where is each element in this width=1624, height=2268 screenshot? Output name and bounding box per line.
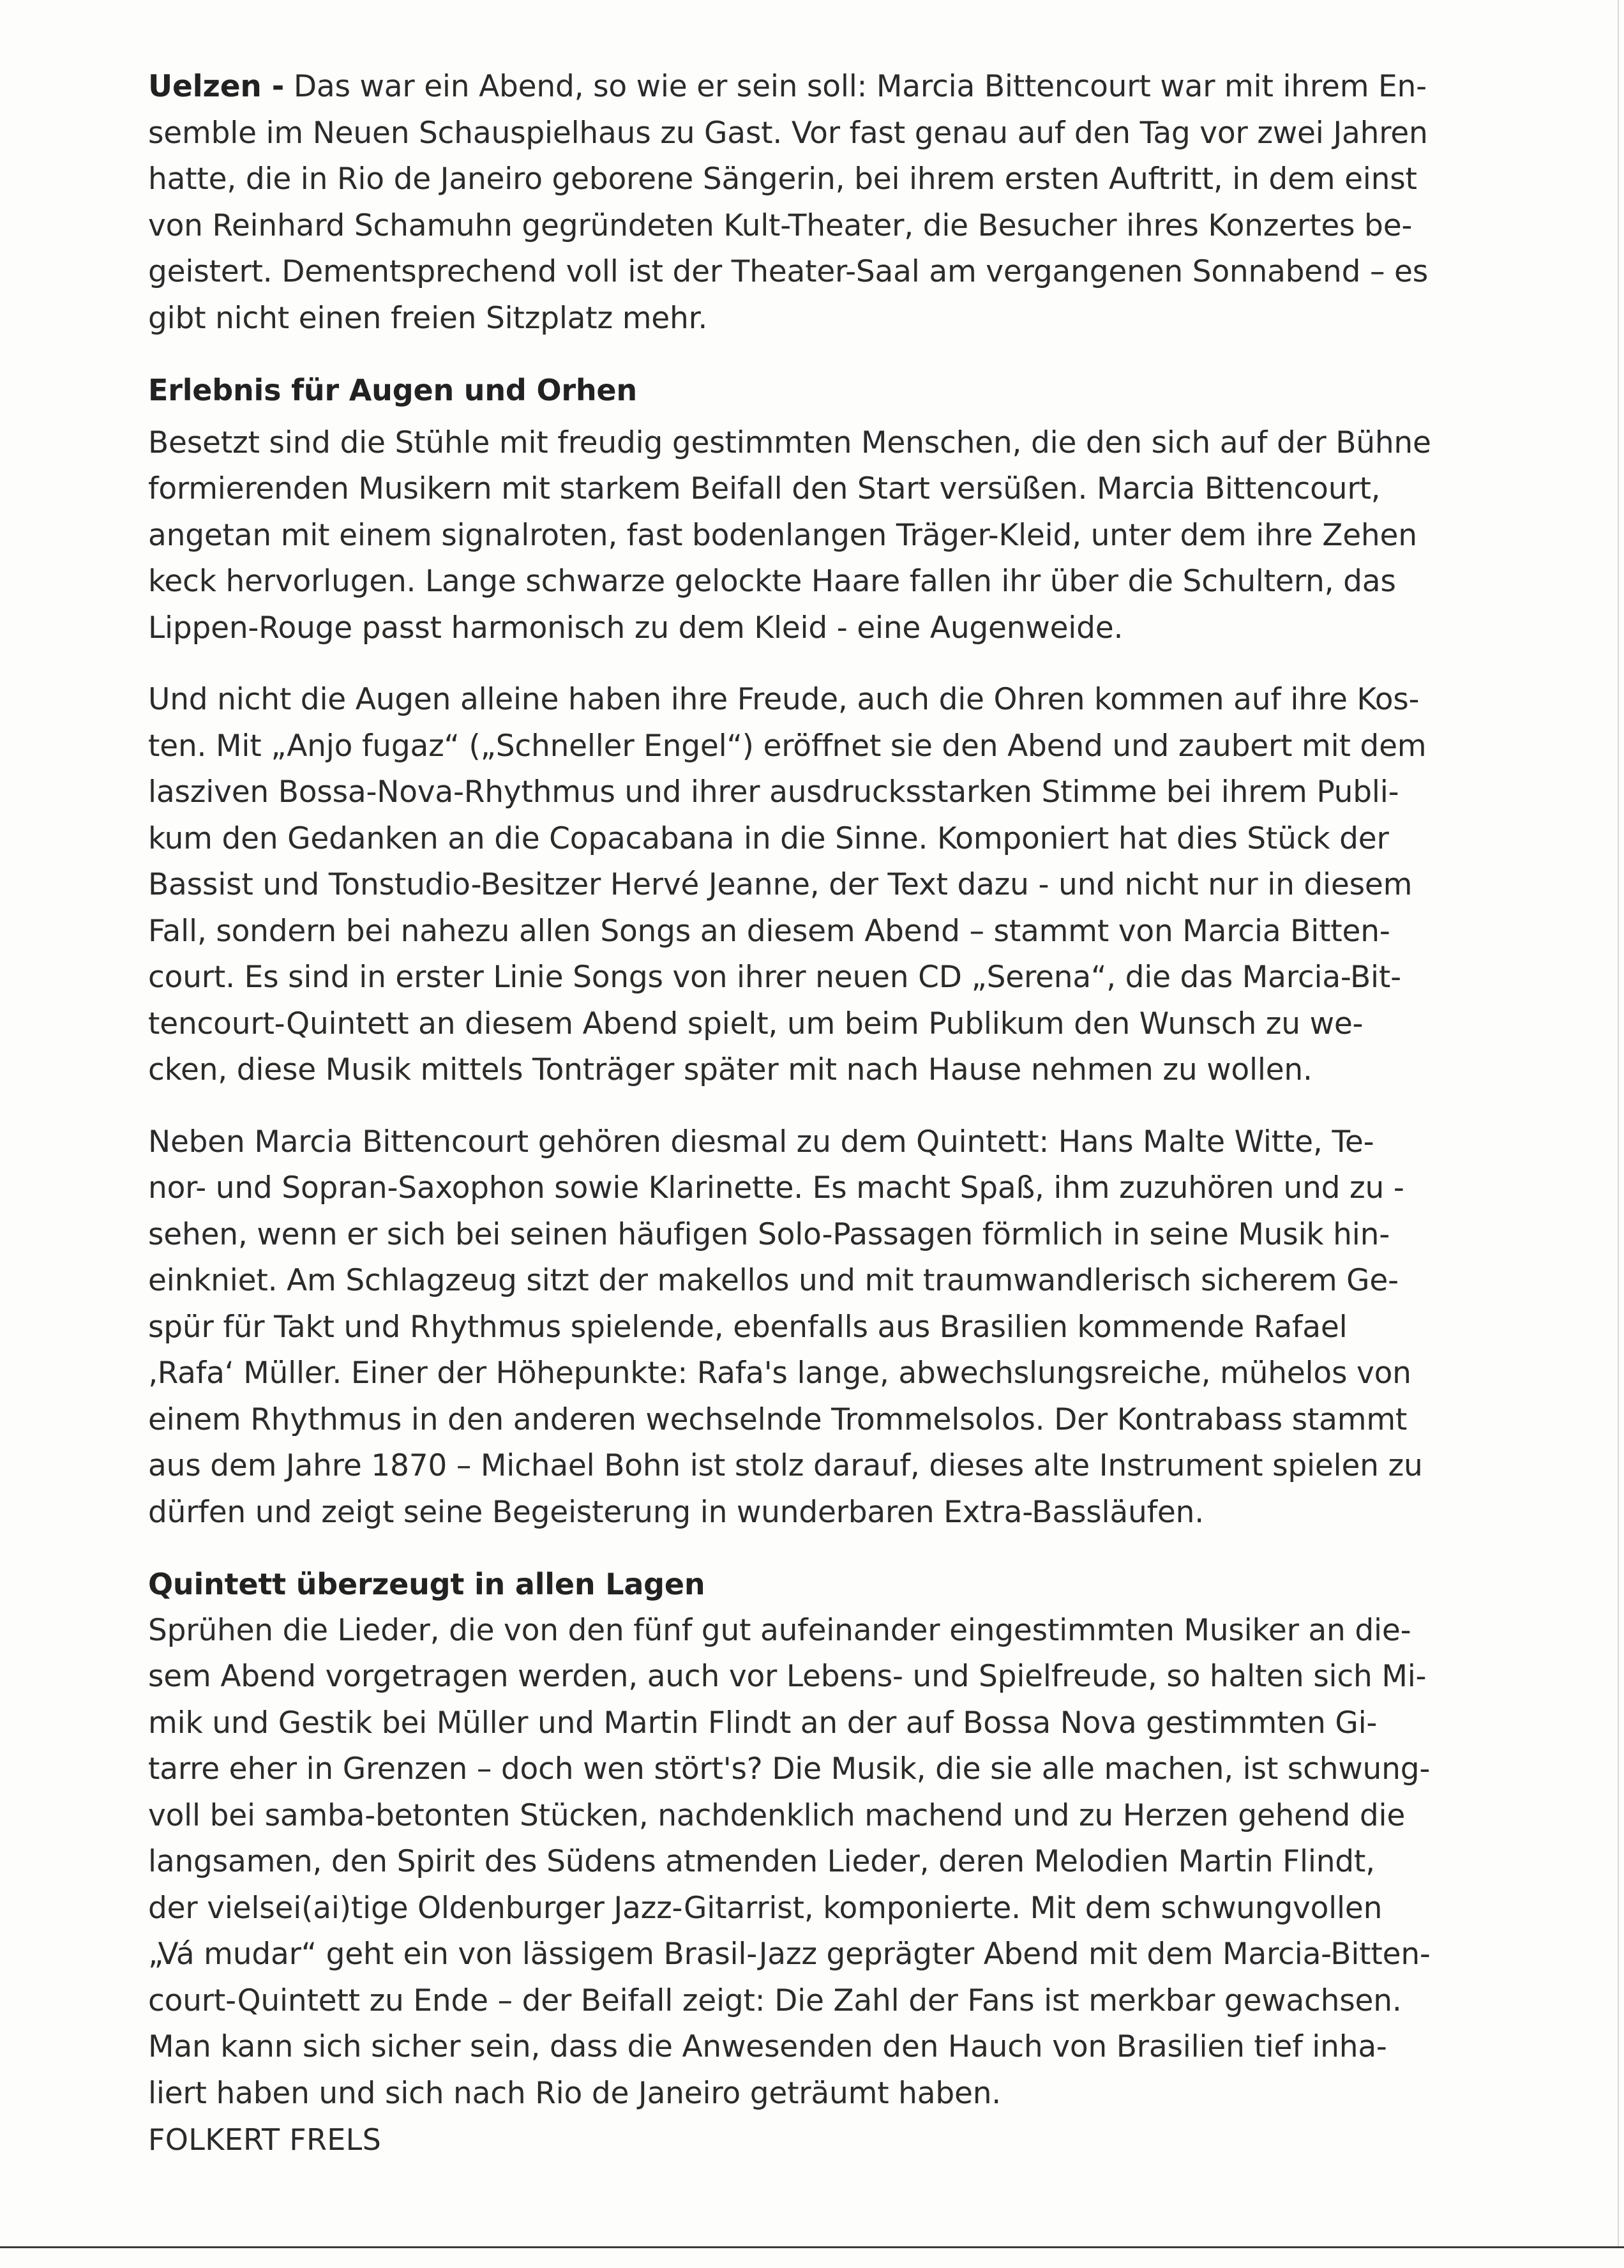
paragraph-4: Neben Marcia Bittencourt gehören diesmal zu dem Quintett: Hans Malte Witte, Te- nor- und Sopran-Saxophon sowie Klarinette. Es macht Spaß, ihm zuzuhören und zu - sehen, wenn er sich bei seinen häufigen Solo-Passagen förmlich in seine Musik hin- einkniet. Am Schlagzeug sitzt der makellos und mit traumwandlerisch sicherem Ge- spür für Takt und Rhythmus spielende, ebenfalls aus Brasilien kommende Rafael ‚Rafa‘ Müller. Einer der Höhepunkte: Rafa's lange, abwechslungsreiche, mühelos von einem Rhythmus in den anderen wechselnde Trommelsolos. Der Kontrabass stammt aus dem Jahre 1870 – Michael Bohn ist stolz darauf, dieses alte Instrument spielen zu dürfen und zeigt seine Begeisterung in wunderbaren Extra-Bassläufen. xyxy=(148,1124,1423,1530)
article-body xyxy=(148,64,1438,2163)
paragraph-3: Und nicht die Augen alleine haben ihre Freude, auch die Ohren kommen auf ihre Kos- ten. Mit „Anjo fugaz“ („Schneller Engel“) eröffnet sie den Abend und zaubert mit dem lasziven Bossa-Nova-Rhythmus und ihrer ausdrucksstarken Stimme bei ihrem Publi- kum den Gedanken an die Copacabana in die Sinne. Komponiert hat dies Stück der Bassist und Tonstudio-Besitzer Hervé Jeanne, der Text dazu - und nicht nur in diesem Fall, sondern bei nahezu allen Songs an diesem Abend – stammt von Marcia Bitten- court. Es sind in erster Linie Songs von ihrer neuen CD „Serena“, die das Marcia-Bit- tencourt-Quintett an diesem Abend spielt, um beim Publikum den Wunsch zu we- cken, diese Musik mittels Tonträger später mit nach Hause nehmen zu wollen. xyxy=(148,682,1427,1087)
paragraph-2: Besetzt sind die Stühle mit freudig gestimmten Menschen, die den sich auf der Bühne formierenden Musikern mit starkem Beifall den Start versüßen. Marcia Bittencourt, angetan mit einem signalroten, fast bodenlangen Träger-Kleid, unter dem ihre Zehen keck hervorlugen. Lange schwarze gelockte Haare fallen ihr über die Schultern, das Lippen-Rouge passt harmonisch zu dem Kleid - eine Augenweide. xyxy=(148,425,1431,646)
intro-paragraph xyxy=(148,64,1438,342)
section-heading-1: Erlebnis für Augen und Orhen xyxy=(148,373,637,407)
author-byline: FOLKERT FRELS xyxy=(148,2122,382,2157)
intro-text: Das war ein Abend, so wie er sein soll: Marcia Bittencourt war mit ihrem En- semble im Neuen Schauspielhaus zu Gast. Vor fast genau auf den Tag vor zwei Jahren hatte, die in Rio de Janeiro geborene Sängerin, bei ihrem ersten Auftritt, in dem einst von Reinhard Schamuhn gegründeten Kult-Theater, die Besucher ihres Konzertes be- geistert. Dementsprechend voll ist der Theater-Saal am vergangenen Sonnabend – es gibt nicht einen freien Sitzplatz mehr. xyxy=(148,69,1429,336)
dateline: Uelzen - xyxy=(148,69,285,104)
page-edge-right xyxy=(1618,0,1619,2248)
bottom-border-line xyxy=(0,2246,1624,2248)
paragraph-5: Sprühen die Lieder, die von den fünf gut aufeinander eingestimmten Musiker an die- sem Abend vorgetragen werden, auch vor Lebens- und Spielfreude, so halten sich Mi- mik und Gestik bei Müller und Martin Flindt an der auf Bossa Nova gestimmten Gi- tarre eher in Grenzen – doch wen stört's? Die Musik, die sie alle machen, ist schwung- voll bei samba-betonten Stücken, nachdenklich machend und zu Herzen gehend die langsamen, den Spirit des Südens atmenden Lieder, deren Melodien Martin Flindt, der vielsei(ai)tige Oldenburger Jazz-Gitarrist, komponierte. Mit dem schwungvollen „Vá mudar“ geht ein von lässigem Brasil-Jazz geprägter Abend mit dem Marcia-Bitten- court-Quintett zu Ende – der Beifall zeigt: Die Zahl der Fans ist merkbar gewachsen. Man kann sich sicher sein, dass die Anwesenden den Hauch von Brasilien tief inha- liert haben und sich nach Rio de Janeiro geträumt haben. xyxy=(148,1612,1431,2111)
section-heading-2: Quintett überzeugt in allen Lagen xyxy=(148,1567,705,1601)
